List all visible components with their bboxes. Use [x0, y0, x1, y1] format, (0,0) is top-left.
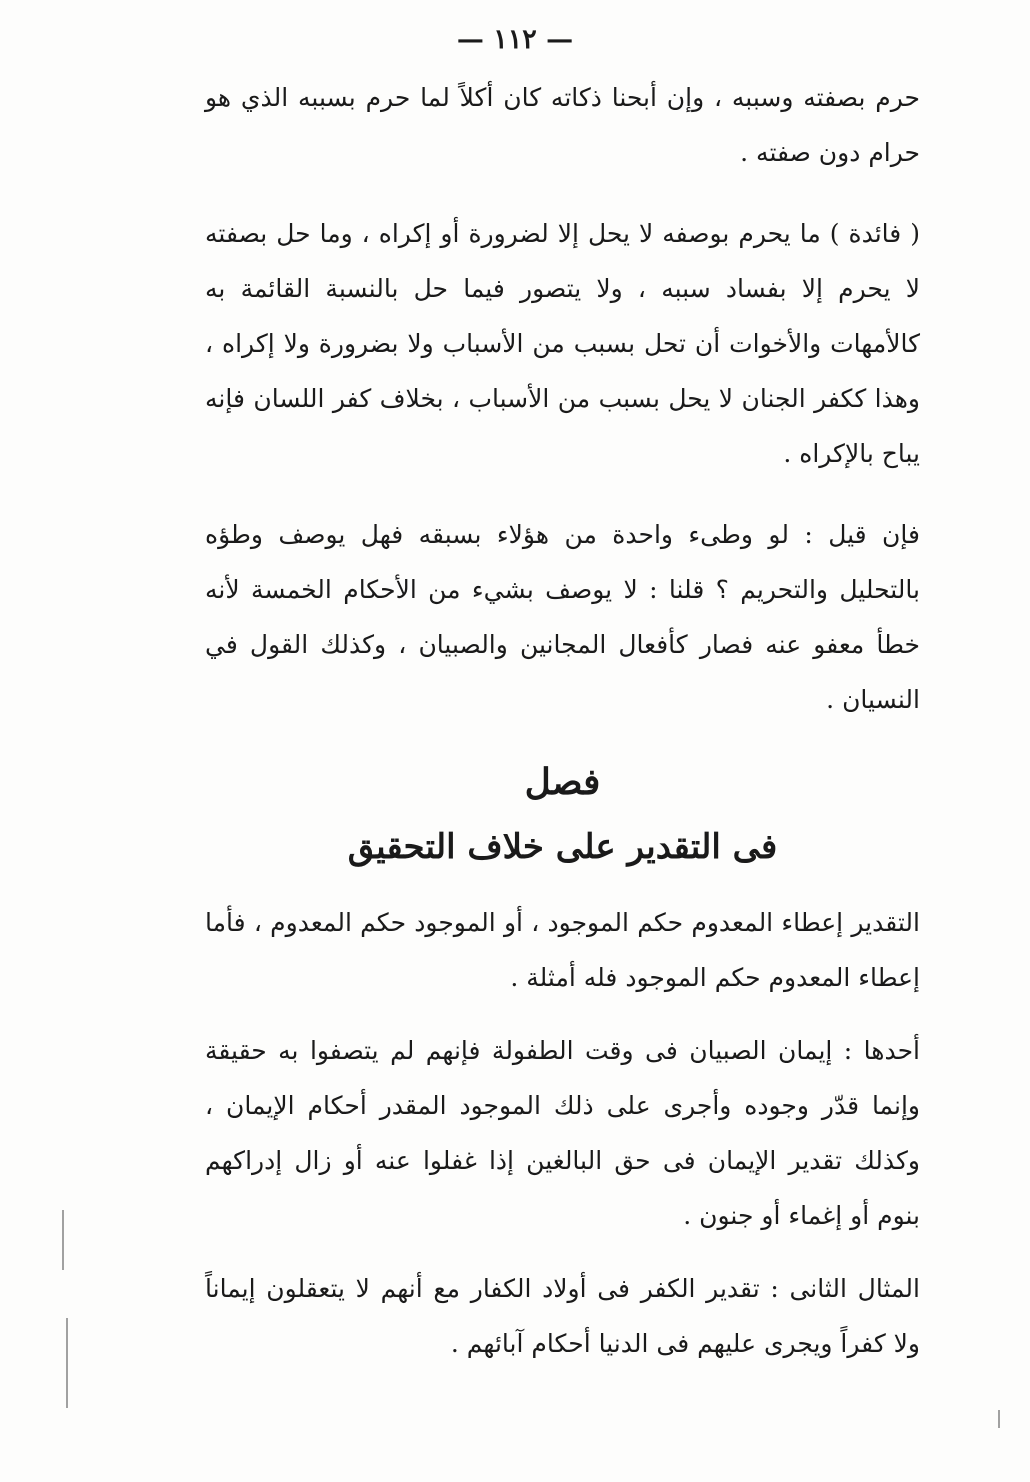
paragraph-faida: ( فائدة ) ما يحرم بوصفه لا يحل إلا لضرورة أو إكراه ، وما حل بصفته لا يحرم إلا بفساد سببه ، ولا يتصور فيما حل بالنسبة القائمة به كالأمهات والأخوات أن تحل بسبب من الأسباب ولا بضرورة ولا إكراه ، وهذا ككفر الجنان لا يحل بسبب من الأسباب ، بخلاف كفر اللسان فإنه يباح بالإكراه . [205, 219, 920, 468]
page-number: — ١١٢ — [456, 24, 574, 55]
section-title: فصل [524, 761, 601, 803]
page-body [205, 70, 920, 1371]
scan-mark-left-2 [66, 1318, 68, 1408]
scan-mark-left-1 [62, 1210, 64, 1270]
paragraph-definition: التقدير إعطاء المعدوم حكم الموجود ، أو الموجود حكم المعدوم ، فأما إعطاء المعدوم حكم الموجود فله أمثلة . [205, 908, 920, 992]
paragraph-continuation: حرم بصفته وسببه ، وإن أبحنا ذكاته كان أكلاً لما حرم بسببه الذي هو حرام دون صفته . [205, 83, 920, 167]
paragraph-question: فإن قيل : لو وطىء واحدة من هؤلاء بسبقه فهل يوصف وطؤه بالتحليل والتحريم ؟ قلنا : لا يوصف بشيء من الأحكام الخمسة لأنه خطأ معفو عنه فصار كأفعال المجانين والصبيان ، وكذلك القول في النسيان . [205, 520, 920, 714]
section-subtitle: فى التقدير على خلاف التحقيق [347, 827, 778, 867]
paragraph-example-one: أحدها : إيمان الصبيان فى وقت الطفولة فإنهم لم يتصفوا به حقيقة وإنما قدّر وجوده وأجرى على ذلك الموجود المقدر أحكام الإيمان ، وكذلك تقدير الإيمان فى حق البالغين إذا غفلوا عنه أو زال إدراكهم بنوم أو إغماء أو جنون . [205, 1036, 920, 1230]
scan-mark-right-1 [998, 1410, 1000, 1428]
paragraph-example-two: المثال الثانى : تقدير الكفر فى أولاد الكفار مع أنهم لا يتعقلون إيماناً ولا كفراً ويجرى عليهم فى الدنيا أحكام آبائهم . [205, 1274, 920, 1358]
